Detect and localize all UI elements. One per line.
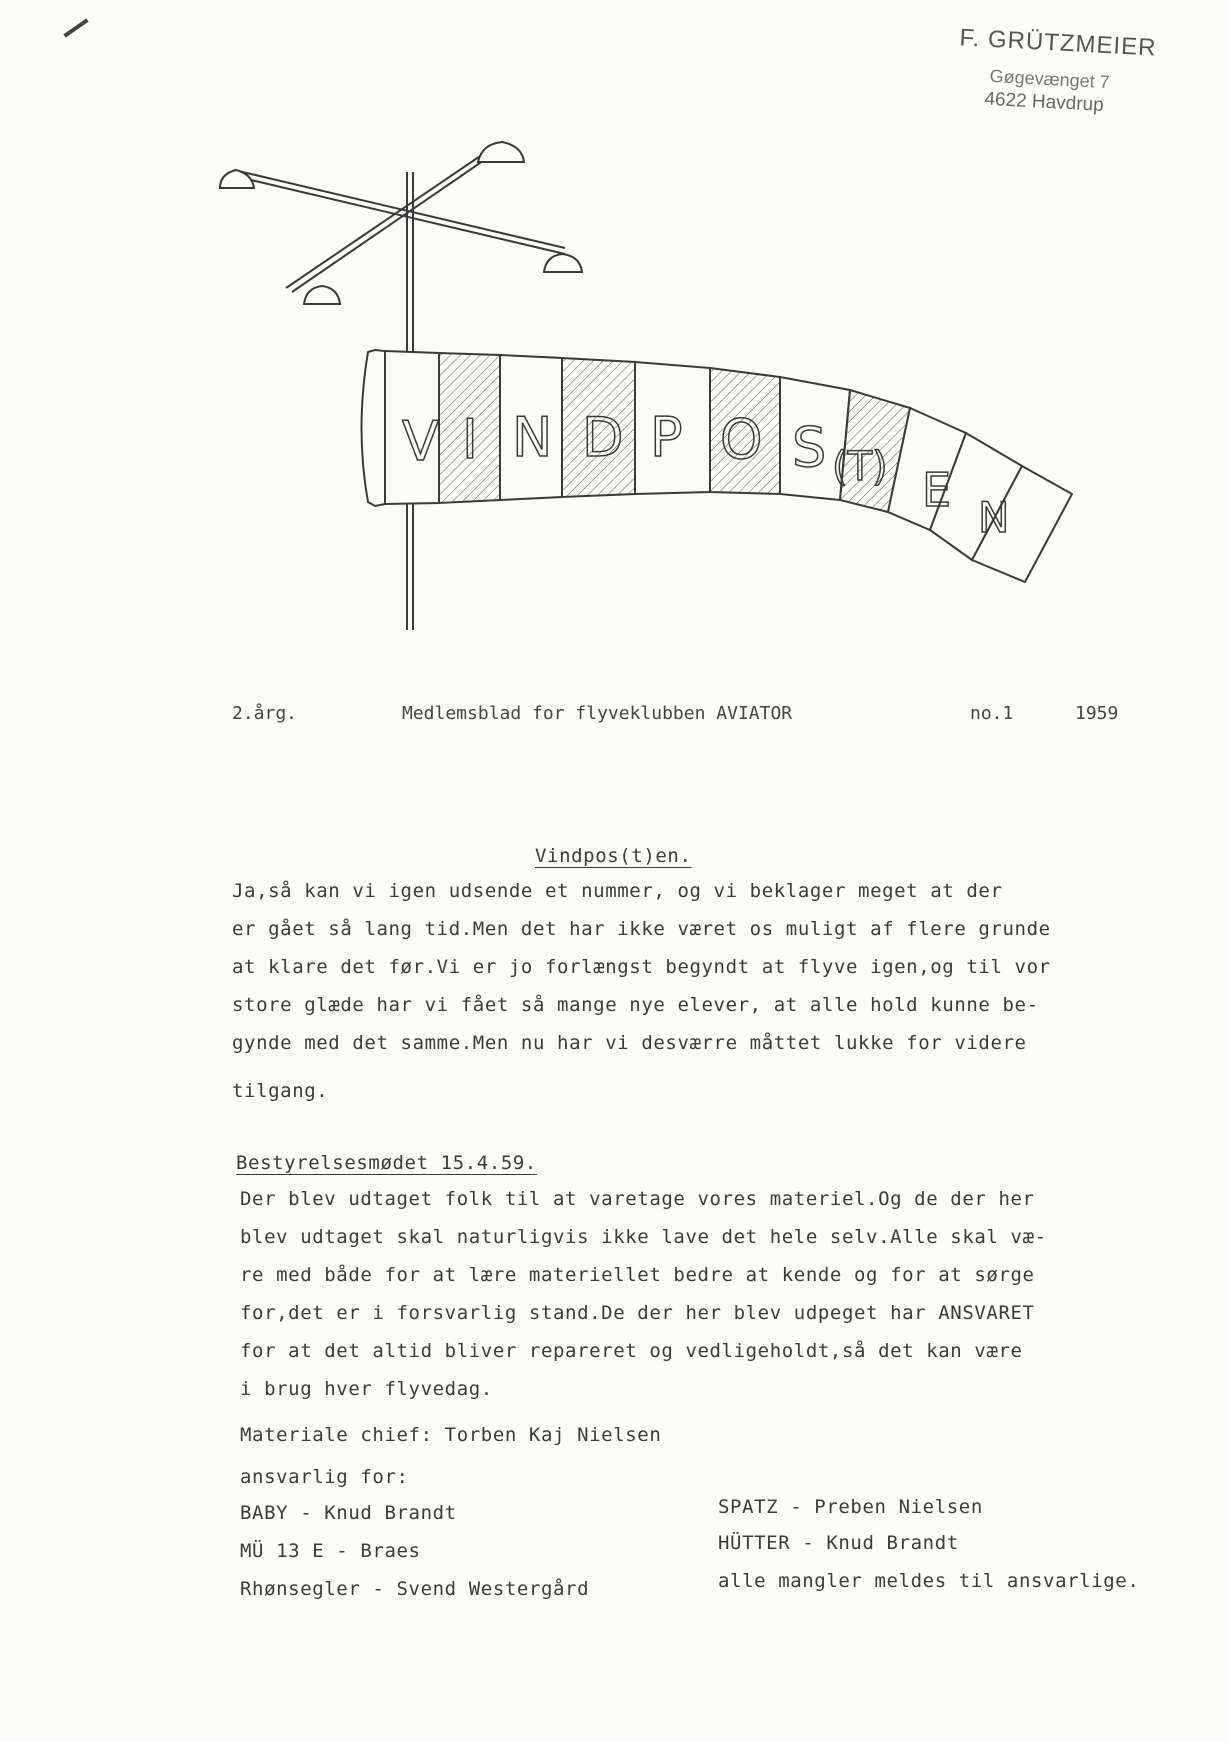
logo-letter: O [720,408,763,471]
list-item: SPATZ - Preben Nielsen [718,1496,983,1518]
address-stamp [956,24,1180,120]
body-line: tilgang. [232,1080,329,1102]
stamp-name: F. GRÜTZMEIER [958,24,1158,62]
issue-number: no.1 [970,703,1014,724]
issue-year: 1959 [1075,703,1119,724]
body-line: i brug hver flyvedag. [240,1378,493,1400]
ink-speck [63,18,88,37]
windsock-logo [210,130,1090,650]
logo-letter: V [402,410,439,473]
volume-label: 2.årg. [232,703,298,724]
logo-letter: E [922,463,952,517]
logo-letter: P [650,406,683,469]
list-item: alle mangler meldes til ansvarlige. [718,1570,1140,1592]
logo-letter: D [582,406,624,469]
body-line: Ja,så kan vi igen udsende et nummer, og vi beklager meget at der [232,880,1003,902]
section-heading: Bestyrelsesmødet 15.4.59. [236,1152,537,1174]
article-title: Vindpos(t)en. [535,845,692,867]
list-item: MÜ 13 E - Braes [240,1540,421,1562]
chief-line: Materiale chief: Torben Kaj Nielsen [240,1424,662,1446]
body-line: for,det er i forsvarlig stand.De der her blev udpeget har ANSVARET [240,1302,1035,1324]
body-line: er gået så lang tid.Men det har ikke været os muligt af flere grunde [232,918,1051,940]
body-line: at klare det før.Vi er jo forlængst begyndt at flyve igen,og til vor [232,956,1051,978]
logo-letter: S [792,416,827,479]
body-line: Der blev udtaget folk til at varetage vores materiel.Og de der her [240,1188,1035,1210]
body-line: for at det altid bliver repareret og vedligeholdt,så det kan være [240,1340,1023,1362]
body-line: store glæde har vi fået så mange nye elever, at alle hold kunne be- [232,994,1039,1016]
stamp-city: 4622 Havdrup [983,88,1105,116]
body-line: blev udtaget skal naturligvis ikke lave det hele selv.Alle skal væ- [240,1226,1047,1248]
list-item: Rhønsegler - Svend Westergård [240,1578,590,1600]
list-item: BABY - Knud Brandt [240,1502,457,1524]
logo-letter: N [512,406,553,469]
logo-letter: (T) [832,444,888,490]
responsible-label: ansvarlig for: [240,1466,409,1488]
newsletter-subtitle: Medlemsblad for flyveklubben AVIATOR [402,703,793,724]
masthead-line [0,703,1228,727]
stamp-street: Gøgevænget 7 [989,65,1111,93]
logo-letter: I [462,408,478,471]
list-item: HÜTTER - Knud Brandt [718,1532,959,1554]
logo-letter: N [978,493,1010,542]
body-line: re med både for at lære materiellet bedre at kende og for at sørge [240,1264,1035,1286]
body-line: gynde med det samme.Men nu har vi desværre måttet lukke for videre [232,1032,1027,1054]
